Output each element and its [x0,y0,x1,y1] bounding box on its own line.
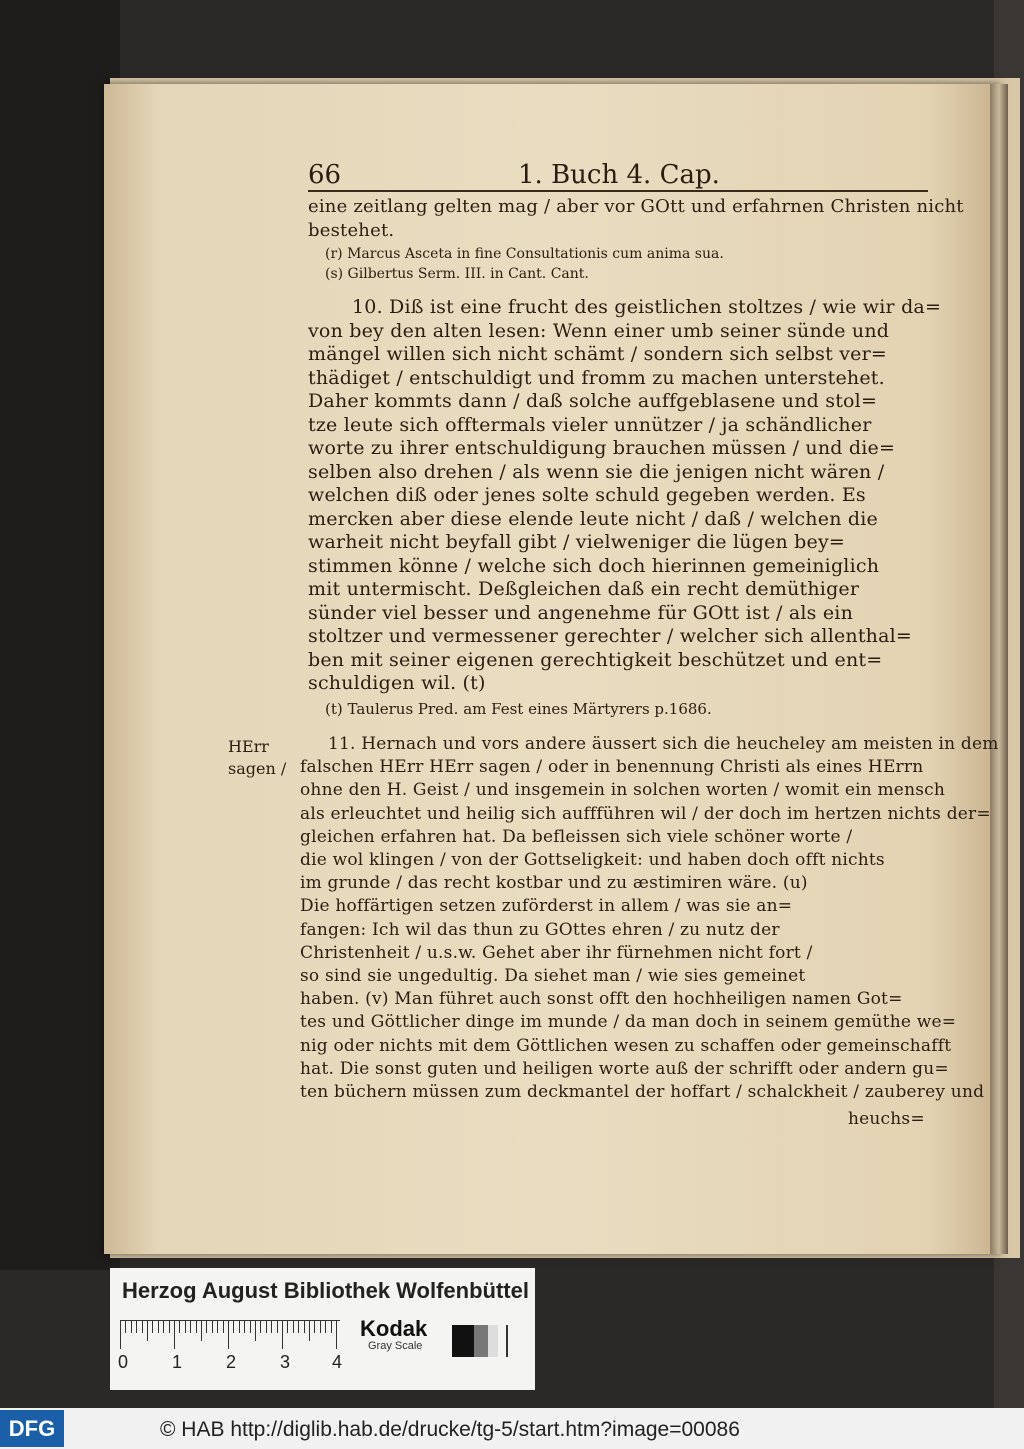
ruler-scale [120,1320,340,1351]
paragraph-11-line: nig oder nichts mit dem Göttlichen wesen zu schaffen oder gemeinschafft [300,1035,952,1056]
paragraph-11-line: so sind sie ungedultig. Da siehet man / wie sies gemeinet [300,966,806,986]
text-line: bestehet. [308,220,395,241]
ruler-tick [174,1321,175,1349]
paragraph-11-line: 11. Hernach und vors andere äussert sich die heucheley am meisten in dem [328,734,999,754]
paragraph-10-line: von bey den alten lesen: Wenn einer umb seiner sünde und [308,319,890,342]
ruler-tick [196,1321,197,1333]
paragraph-11-line: falschen HErr HErr sagen / oder in benennung Christi als eines HErrn [300,757,924,778]
paragraph-11-line: gleichen erfahren hat. Da befleissen sich viele schöner worte / [300,826,853,847]
ruler-tick [233,1321,234,1333]
ruler-tick [309,1321,310,1341]
text-line: eine zeitlang gelten mag / aber vor GOtt und erfahrnen Christen nicht [308,196,964,217]
ruler-tick [260,1321,261,1333]
gray-patch-line [506,1325,508,1357]
ruler-tick [277,1321,278,1333]
ruler-tick [163,1321,164,1333]
ruler-tick [336,1321,337,1349]
ruler-tick [206,1321,207,1333]
paragraph-10-line: selben also drehen / als wenn sie die jenigen nicht wären / [308,460,885,483]
footnote-t: (t) Taulerus Pred. am Fest eines Märtyrers p.1686. [325,700,712,718]
scale-number: 0 [118,1352,129,1372]
paragraph-11-line: fangen: Ich wil das thun zu GOttes ehren / zu nutz der [300,919,780,940]
footnote: (r) Marcus Asceta in fine Consultationis cum anima sua. [325,246,724,262]
paragraph-10-line: thädiget / entschuldigt und fromm zu machen unterstehet. [308,366,885,389]
paragraph-10-line: worte zu ihrer entschuldigung brauchen müssen / und die= [308,437,896,459]
ruler-tick [152,1321,153,1333]
ruler-tick [120,1321,121,1349]
scale-number: 2 [226,1352,237,1372]
kodak-logo: Kodak [360,1316,428,1341]
ruler-tick [266,1321,267,1333]
paragraph-11-line: hat. Die sonst guten und heiligen worte auß der schrifft oder andern gu= [300,1058,949,1079]
scale-number: 1 [172,1352,183,1372]
ruler-tick [320,1321,321,1333]
ruler-tick [217,1321,218,1333]
ruler-tick [293,1321,294,1333]
paragraph-11-line: ten büchern müssen zum deckmantel der hoffart / schalckheit / zauberey und [300,1082,985,1102]
ruler-tick [314,1321,315,1333]
ruler-tick [255,1321,256,1341]
paragraph-11-line: tes und Göttlicher dinge im munde / da man doch in seinem gemüthe we= [300,1012,957,1033]
ruler-tick [147,1321,148,1341]
running-title: 1. Buch 4. Cap. [518,160,720,190]
gray-patch-mid [474,1325,488,1357]
ruler-tick [250,1321,251,1333]
ruler-tick [190,1321,191,1333]
ruler-tick [298,1321,299,1333]
catchword: heuchs= [848,1109,925,1130]
paragraph-10-line: mängel willen sich nicht schämt / sondern sich selbst ver= [308,343,887,365]
paragraph-11-line: die wol klingen / von der Gottseligkeit: und haben doch offt nichts [300,850,885,870]
paragraph-11-line: Christenheit / u.s.w. Gehet aber ihr fürnehmen nicht fort / [300,942,813,963]
paragraph-10-line: stoltzer und vermessener gerechter / welcher sich allenthal= [308,625,913,647]
book-spine [990,84,1008,1254]
paragraph-10-line: welchen diß oder jenes solte schuld gegeben werden. Es [308,484,866,506]
paragraph-10-line: mercken aber diese elende leute nicht / daß / welchen die [308,507,878,530]
paragraph-11-line: ohne den H. Geist / und insgemein in solchen worten / womit ein mensch [300,780,946,801]
gray-scale-label: Gray Scale [368,1340,423,1352]
paragraph-10-line: stimmen könne / welche sich doch hierinnen gemeiniglich [308,554,880,577]
ruler-tick [287,1321,288,1333]
ruler-tick [136,1321,137,1333]
paragraph-10-line: warheit nicht beyfall gibt / vielweniger die lügen bey= [308,531,846,553]
paragraph-10-line: 10. Diß ist eine frucht des geistlichen stoltzes / wie wir da= [352,296,942,318]
ruler-tick [223,1321,224,1333]
ruler-tick [331,1321,332,1333]
scale-number: 3 [280,1352,291,1372]
scanner-background-left [0,0,120,1270]
paragraph-11-line: als erleuchtet und heilig sich auffführen wil / der doch im hertzen nichts der= [300,803,991,824]
ruler-tick [169,1321,170,1333]
paragraph-10-line: sünder viel besser und angenehme für GOtt ist / als ein [308,601,854,624]
credit-link[interactable]: © HAB http://diglib.hab.de/drucke/tg-5/start.htm?image=00086 [160,1418,740,1441]
ruler-tick [125,1321,126,1333]
ruler-tick [239,1321,240,1333]
paragraph-10-line: schuldigen wil. (t) [308,672,486,694]
paragraph-10-line: ben mit seiner eigenen gerechtigkeit beschützet und ent= [308,648,883,671]
page-number: 66 [308,160,342,190]
ruler-tick [271,1321,272,1333]
ruler-tick [179,1321,180,1333]
library-name: Herzog August Bibliothek Wolfenbüttel [122,1278,529,1303]
scale-number: 4 [332,1352,343,1372]
header-rule [308,190,928,192]
ruler-tick [158,1321,159,1333]
ruler-tick [304,1321,305,1333]
ruler-tick [131,1321,132,1333]
paragraph-10-line: mit untermischt. Deßgleichen daß ein recht demüthiger [308,578,860,600]
ruler-tick [244,1321,245,1333]
paragraph-11-line: Die hoffärtigen setzen zuförderst in allem / was sie an= [300,896,793,917]
ruler-tick [201,1321,202,1341]
ruler-tick [325,1321,326,1333]
paragraph-11-line: im grunde / das recht kostbar und zu æstimiren wäre. (u) [300,873,808,894]
ruler-tick [228,1321,229,1349]
ruler-tick [142,1321,143,1333]
gray-patch-black [452,1325,474,1357]
ruler-tick [282,1321,283,1349]
ruler-tick [212,1321,213,1333]
footnote: (s) Gilbertus Serm. III. in Cant. Cant. [325,266,589,282]
paragraph-10-line: Daher kommts dann / daß solche auffgeblasene und stol= [308,390,878,412]
ruler-tick [185,1321,186,1333]
margin-note: HErr [228,737,269,756]
margin-note: sagen / [228,759,287,778]
paragraph-10-line: tze leute sich offtermals vieler unnützer / ja schändlicher [308,413,872,436]
gray-patch-light [488,1325,498,1357]
dfg-logo: DFG [0,1410,64,1447]
paragraph-11-line: haben. (v) Man führet auch sonst offt den hochheiligen namen Got= [300,989,903,1010]
